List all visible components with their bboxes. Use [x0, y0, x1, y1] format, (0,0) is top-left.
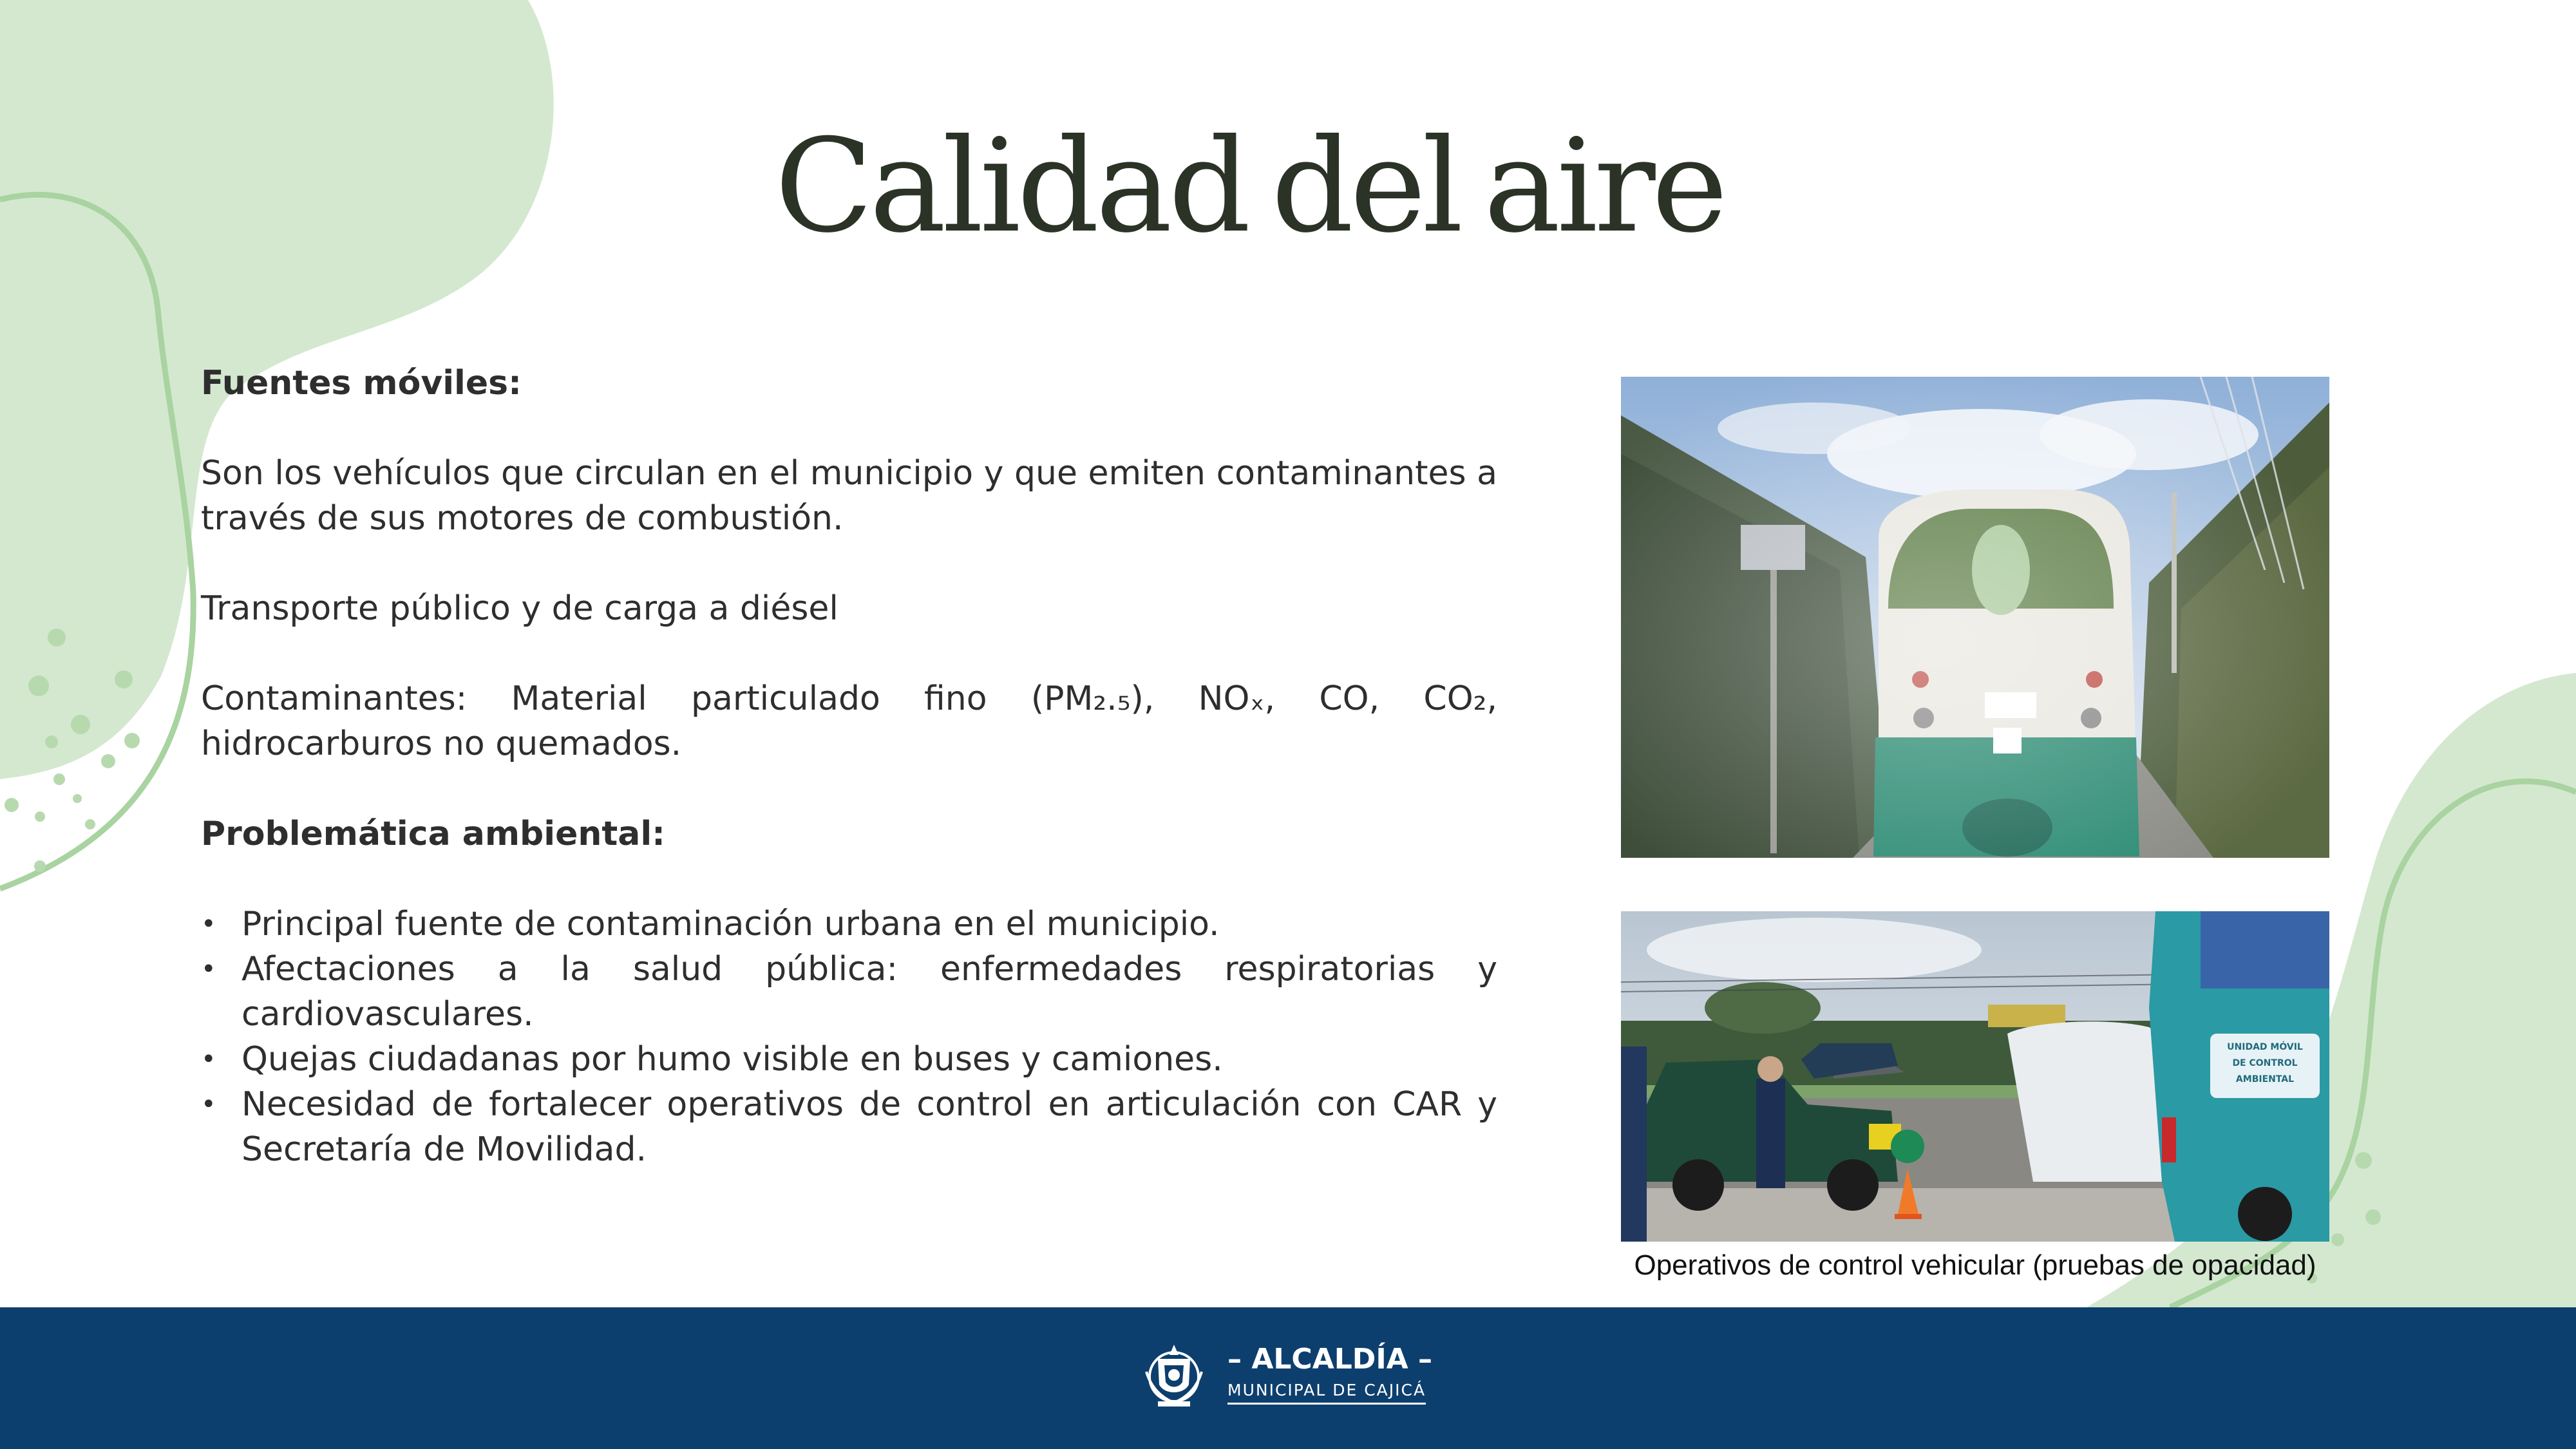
bullet-item: • Quejas ciudadanas por humo visible en buses y camiones.	[201, 1037, 1497, 1082]
photo-vehicle-inspection	[1621, 911, 2329, 1242]
section-heading-mobile-sources: Fuentes móviles:	[201, 364, 522, 402]
paragraph-pollutants: Contaminantes: Material particulado fino (PM₂.₅), NOₓ, CO, CO₂, hidrocarburos no quemados.	[201, 679, 1497, 763]
svg-text:DE CONTROL: DE CONTROL	[2232, 1058, 2298, 1068]
paragraph-transport: Transporte público y de carga a diésel	[201, 589, 838, 628]
bullet-item: • Necesidad de fortalecer operativos de control en articulación con CAR y Secretaría de Movilidad.	[201, 1082, 1497, 1172]
slide-title: Calidad del aire	[774, 111, 1725, 261]
bullet-item: • Principal fuente de contaminación urbana en el municipio.	[201, 902, 1497, 947]
bullet-item: • Afectaciones a la salud pública: enfermedades respiratorias y cardiovasculares.	[201, 947, 1497, 1037]
footer-logo	[1139, 1340, 1433, 1410]
section-heading-problem: Problemática ambiental:	[201, 815, 665, 853]
content-text	[201, 361, 1497, 1172]
bus-label: UNIDAD MÓVIL	[2227, 1042, 2303, 1052]
coat-of-arms-icon	[1139, 1340, 1209, 1410]
paragraph-vehicles: Son los vehículos que circulan en el municipio y que emiten contaminantes a través de sus motores de combustión.	[201, 454, 1497, 538]
bullet-list	[201, 902, 1497, 1172]
logo-subtitle: MUNICIPAL DE CAJICÁ	[1227, 1379, 1426, 1405]
svg-text:AMBIENTAL: AMBIENTAL	[2235, 1074, 2295, 1084]
photo-caption: Operativos de control vehicular (pruebas de opacidad)	[1634, 1249, 2316, 1281]
logo-name: – ALCALDÍA –	[1227, 1343, 1433, 1376]
photo-bus	[1621, 377, 2329, 858]
